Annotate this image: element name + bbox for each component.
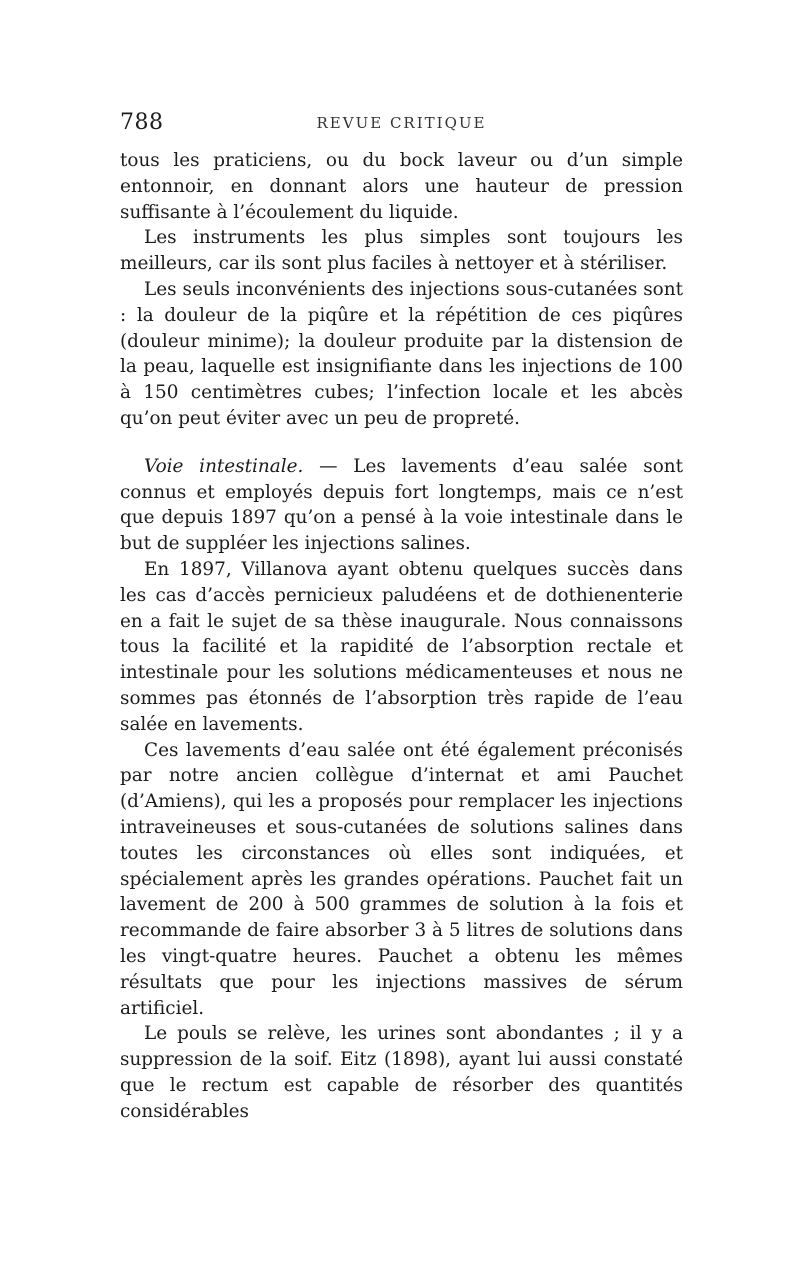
paragraph-pauchet: Ces lavements d’eau salée ont été également préconisés par notre ancien collègue d’internat et ami Pauchet (d’Amiens), qui les a proposés pour remplacer les injections intraveineuses et sous-cutanées de solutions salines dans toutes les circonstances où elles sont indiquées, et spécialement après les grandes opérations. Pauchet fait un lavement de 200 à 500 grammes de solution à la fois et recommande de faire absorber 3 à 5 litres de solutions dans les vingt-quatre heures. Pauchet a obtenu les mêmes résultats que pour les injections massives de sérum artificiel. (120, 739, 683, 1019)
running-title: REVUE CRITIQUE (316, 114, 487, 132)
paragraph-voie-intestinale-text: — Les lavements d’eau salée sont connus et employés depuis fort longtemps, mais ce n’est que depuis 1897 qu’on a pensé à la voie intestinale dans le but de suppléer les injections salines. (120, 455, 683, 555)
paragraph-villanova: En 1897, Villanova ayant obtenu quelques succès dans les cas d’accès pernicieux paludéens et de dothienenterie en a fait le sujet de sa thèse inaugurale. Nous connaissons tous la facilité et la rapidité de l’absorption rectale et intestinale pour les solutions médicamenteuses et nous ne sommes pas étonnés de l’absorption très rapide de l’eau salée en lavements. (120, 558, 683, 735)
paragraph-voie-intestinale (120, 454, 683, 557)
paragraph-instruments: Les instruments les plus simples sont toujours les meilleurs, car ils sont plus faciles à nettoyer et à stériliser. (120, 227, 683, 275)
page-header (120, 110, 683, 140)
page-number: 788 (120, 110, 164, 135)
body-text (120, 148, 683, 1124)
paragraph-inconvenients: Les seuls inconvénients des injections sous-cutanées sont : la douleur de la piqûre et la répétition de ces piqûres (douleur minime); la douleur produite par la distension de la peau, laquelle est insignifiante dans les injections de 100 à 150 centimètres cubes; l’infection locale et les abcès qu’on peut éviter avec un peu de propreté. (120, 278, 683, 429)
paragraph-continuation: tous les praticiens, ou du bock laveur ou d’un simple entonnoir, en donnant alors une hauteur de pression suffisante à l’écoulement du liquide. (120, 150, 683, 223)
paragraph-pouls: Le pouls se relève, les urines sont abondantes ; il y a suppression de la soif. Eitz (1898), ayant lui aussi constaté que le rectum est capable de résorber des quantités considérables (120, 1023, 683, 1122)
section-title-voie-intestinale: Voie intestinale. (144, 455, 304, 477)
